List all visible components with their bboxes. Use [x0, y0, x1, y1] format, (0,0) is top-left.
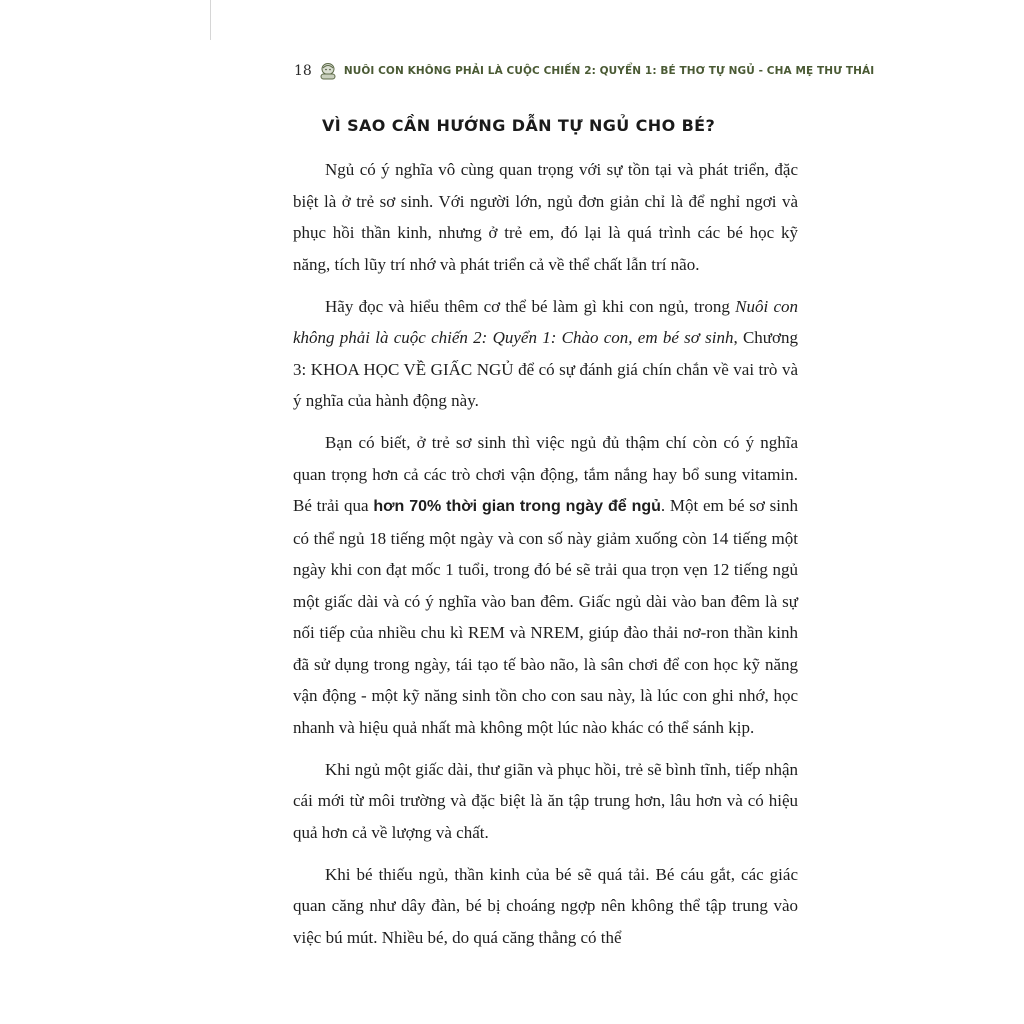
page-header — [294, 60, 875, 82]
baby-icon — [318, 62, 338, 80]
book-title-reference: Nuôi con không phải là cuộc chiến 2: Quyển 1: Chào con, em bé sơ sinh — [293, 296, 799, 347]
paragraph-5: Khi bé thiếu ngủ, thần kinh của bé sẽ quá tải. Bé cáu gắt, các giác quan căng như dây đàn, bé bị choáng ngợp nên không thể tập trung vào việc bú mút. Nhiều bé, do quá căng thẳng có thể — [293, 864, 798, 947]
paragraph-3-start: Bạn có biết, ở trẻ sơ sinh thì việc ngủ đủ thậm chí còn có ý nghĩa quan trọng hơn cả các trò chơi vận động, tắm nắng hay bổ sung vitamin. Bé trải qua — [293, 433, 798, 515]
paragraph-1: Ngủ có ý nghĩa vô cùng quan trọng với sự tồn tại và phát triển, đặc biệt là ở trẻ sơ sinh. Với người lớn, ngủ đơn giản chỉ là để nghỉ ngơi và phục hồi thần kinh, nhưng ở trẻ em, đó lại là quá trình các bé học kỹ năng, tích lũy trí nhớ và phát triển cả về thể chất lẫn trí não. — [293, 160, 798, 274]
paragraph-3 — [293, 427, 798, 743]
paragraph-2 — [293, 291, 798, 417]
body-text — [293, 154, 798, 964]
section-title: VÌ SAO CẦN HƯỚNG DẪN TỰ NGỦ CHO BÉ? — [322, 116, 716, 135]
paragraph-2-end: , Chương 3: KHOA HỌC VỀ GIẤC NGỦ để có sự đánh giá chín chắn về vai trò và ý nghĩa của hành động này. — [293, 328, 799, 410]
page-number: 18 — [294, 63, 312, 79]
running-title: NUÔI CON KHÔNG PHẢI LÀ CUỘC CHIẾN 2: QUYỂN 1: BÉ THƠ TỰ NGỦ - CHA MẸ THƯ THÁI — [343, 65, 875, 77]
paragraph-3-end: . Một em bé sơ sinh có thể ngủ 18 tiếng một ngày và con số này giảm xuống còn 14 tiếng một ngày khi con đạt mốc 1 tuổi, trong đó bé sẽ trải qua trọn vẹn 12 tiếng ngủ một giấc dài và có ý nghĩa vào ban đêm. Giấc ngủ dài vào ban đêm là sự nối tiếp của nhiều chu kì REM và NREM, giúp đào thải nơ-ron thần kinh đã sử dụng trong ngày, tái tạo tế bào não, là sân chơi để con học kỹ năng vận động - một kỹ năng sinh tồn cho con sau này, là lúc con ghi nhớ, học nhanh và hiệu quả nhất mà không một lúc nào khác có thể sánh kịp. — [293, 496, 798, 737]
sleep-percentage-highlight: hơn 70% thời gian trong ngày để ngủ — [373, 498, 661, 515]
paragraph-2-start: Hãy đọc và hiểu thêm cơ thể bé làm gì khi con ngủ, trong — [325, 296, 736, 316]
paragraph-4: Khi ngủ một giấc dài, thư giãn và phục hồi, trẻ sẽ bình tĩnh, tiếp nhận cái mới từ môi trường và đặc biệt là ăn tập trung hơn, lâu hơn và có hiệu quả hơn cả về lượng và chất. — [293, 759, 798, 842]
scan-edge-line — [210, 0, 211, 40]
